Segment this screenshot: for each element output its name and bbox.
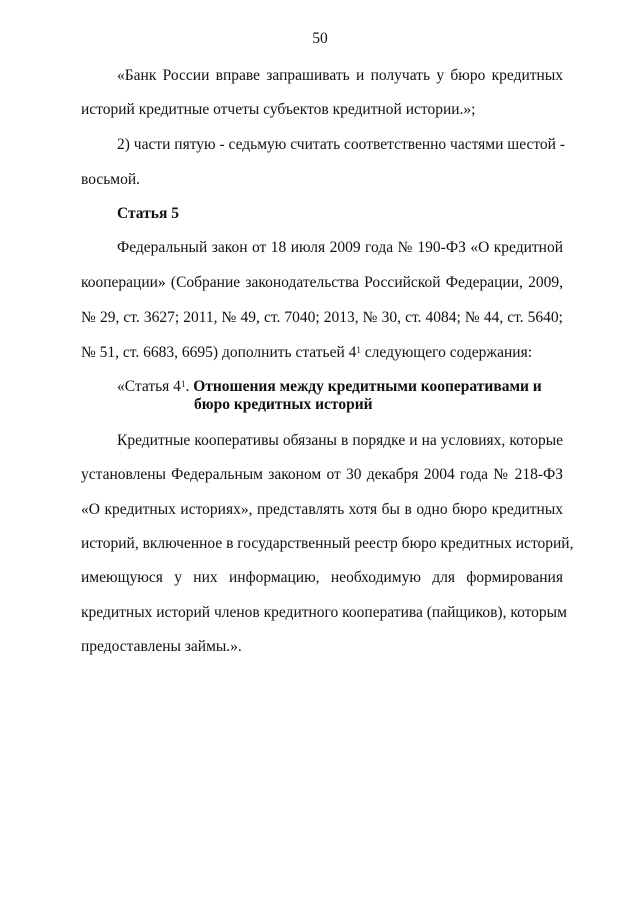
- paragraph-line: предоставлены займы.».: [81, 638, 242, 655]
- superscript: 1: [356, 345, 361, 355]
- paragraph-line: кооперации» (Собрание законодательства Российской Федерации, 2009,: [81, 274, 563, 291]
- text: «Статья 4: [117, 378, 181, 395]
- paragraph-line: историй кредитные отчеты субъектов кредитной истории.»;: [81, 101, 476, 118]
- paragraph-line: Кредитные кооперативы обязаны в порядке и на условиях, которые: [117, 432, 563, 449]
- paragraph-line: «О кредитных историях», представлять хотя бы в одно бюро кредитных: [81, 501, 563, 518]
- paragraph-line: Федеральный закон от 18 июля 2009 года № 190-ФЗ «О кредитной: [117, 239, 563, 256]
- paragraph-line: восьмой.: [81, 171, 141, 188]
- text: следующего содержания:: [360, 344, 533, 361]
- paragraph-line: № 29, ст. 3627; 2011, № 49, ст. 7040; 2013, № 30, ст. 4084; № 44, ст. 5640;: [81, 309, 563, 326]
- paragraph-line: «Банк России вправе запрашивать и получать у бюро кредитных: [117, 67, 563, 84]
- title-text: Отношения между кредитными кооперативами и: [193, 378, 542, 395]
- text: .: [185, 378, 194, 395]
- paragraph-line: кредитных историй членов кредитного кооператива (пайщиков), которым: [81, 604, 567, 621]
- superscript: 1: [180, 379, 186, 389]
- page-number: 50: [312, 30, 328, 47]
- paragraph-line: 2) части пятую - седьмую считать соответственно частями шестой -: [117, 136, 566, 153]
- new-article-title-line2: бюро кредитных историй: [194, 396, 373, 413]
- paragraph-line: [81, 344, 563, 362]
- new-article-title: [117, 378, 563, 396]
- paragraph-line: имеющуюся у них информацию, необходимую для формирования: [81, 569, 563, 586]
- paragraph-line: историй, включенное в государственный реестр бюро кредитных историй,: [81, 535, 574, 552]
- article-heading: Статья 5: [117, 205, 179, 222]
- paragraph-line: установлены Федеральным законом от 30 декабря 2004 года № 218-ФЗ: [81, 466, 563, 483]
- text: № 51, ст. 6683, 6695) дополнить статьей 4: [81, 344, 357, 361]
